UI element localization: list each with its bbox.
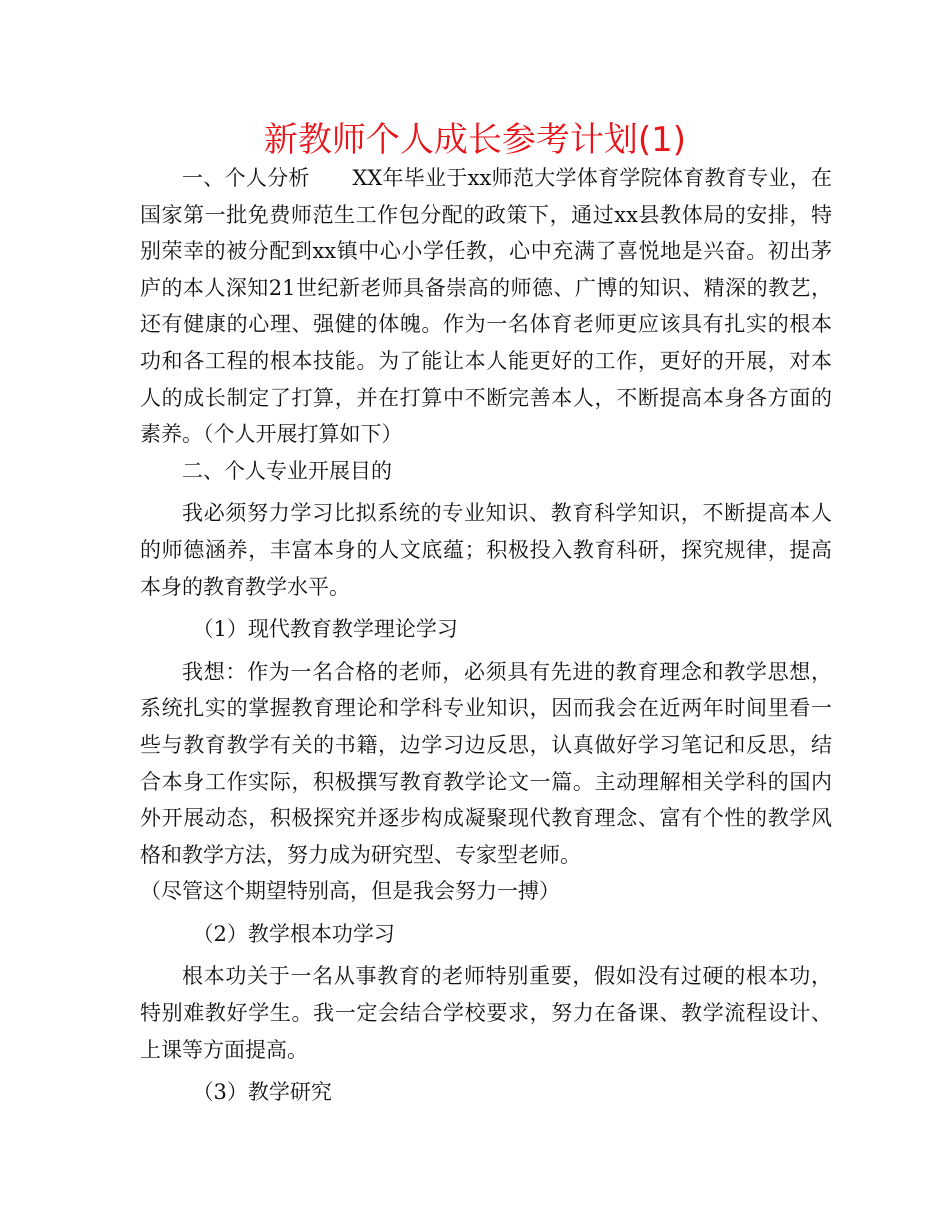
heading-theory-study: （1）现代教育教学理论学习	[192, 617, 458, 642]
paragraph-personal-analysis: 一、个人分析 XX年毕业于xx师范大学体育学院体育教育专业，在国家第一批免费师范生工作包分配的政策下，通过xx县教体局的安排，特别荣幸的被分配到xx镇中心小学任教，心中充满了喜悦地是兴奋。初出茅庐的本人深知21世纪新老师具备崇高的师德、广博的知识、精深的教艺，还有健康的心理、强健的体魄。作为一名体育老师更应该具有扎实的根本功和各工程的根本技能。为了能让本人能更好的工作，更好的开展，对本人的成长制定了打算，并在打算中不断完善本人，不断提高本身各方面的素养。（个人开展打算如下）	[140, 166, 832, 447]
document-title: 新教师个人成长参考计划(1)	[263, 120, 687, 160]
heading-teaching-research: （3）教学研究	[192, 1080, 332, 1105]
heading-professional-goal: 二、个人专业开展目的	[182, 458, 392, 483]
paragraph-basic-skills: 根本功关于一名从事教育的老师特别重要，假如没有过硬的根本功，特别难教好学生。我一定会结合学校要求，努力在备课、教学流程设计、上课等方面提高。	[140, 964, 832, 1062]
document-body	[140, 160, 832, 1111]
paragraph-theory-note: （尽管这个期望特别高，但是我会努力一搏）	[140, 879, 560, 904]
paragraph-theory-study: 我想：作为一名合格的老师，必须具有先进的教育理念和教学思想，系统扎实的掌握教育理论和学科专业知识，因而我会在近两年时间里看一些与教育教学有关的书籍，边学习边反思，认真做好学习笔记和反思，结合本身工作实际，积极撰写教育教学论文一篇。主动理解相关学科的国内外开展动态，积极探究并逐步构成凝聚现代教育理念、富有个性的教学风格和教学方法，努力成为研究型、专家型老师。	[140, 659, 832, 867]
heading-basic-skills: （2）教学根本功学习	[192, 921, 395, 946]
paragraph-professional-goal: 我必须努力学习比拟系统的专业知识、教育科学知识，不断提高本人的师德涵养，丰富本身的人文底蕴；积极投入教育科研，探究规律，提高本身的教育教学水平。	[140, 501, 832, 599]
